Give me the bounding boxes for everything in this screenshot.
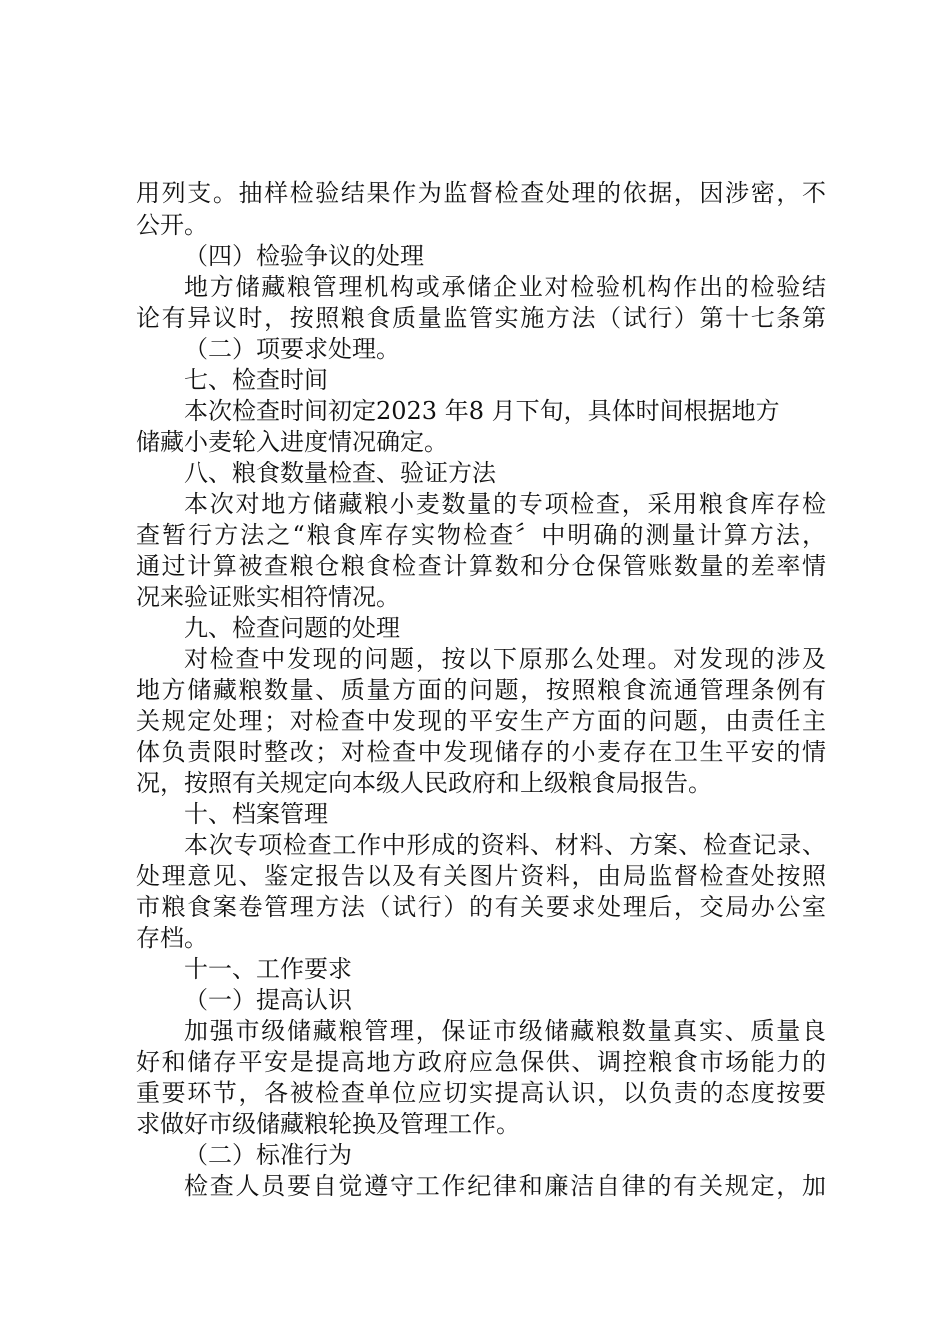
body-line: 重要环节，各被检查单位应切实提高认识，以负责的态度按要	[136, 1079, 826, 1107]
section-heading: 十、档案管理	[184, 800, 328, 828]
section-heading: 九、检查问题的处理	[184, 614, 400, 642]
body-line: 用列支。抽样检验结果作为监督检查处理的依据，因涉密，不	[136, 179, 826, 207]
section-heading: （一）提高认识	[184, 986, 352, 1014]
body-line: 地方储藏粮管理机构或承储企业对检验机构作出的检验结	[184, 273, 826, 301]
body-line: 公开。	[136, 211, 208, 239]
body-line: 况，按照有关规定向本级人民政府和上级粮食局报告。	[136, 769, 712, 797]
body-line: 加强市级储藏粮管理，保证市级储藏粮数量真实、质量良	[184, 1017, 826, 1045]
body-line: （二）项要求处理。	[184, 335, 400, 363]
body-line: 存档。	[136, 924, 208, 952]
body-line: 检查人员要自觉遵守工作纪律和廉洁自律的有关规定，加	[184, 1172, 826, 1200]
body-line: 处理意见、鉴定报告以及有关图片资料，由局监督检查处按照	[136, 862, 826, 890]
body-line: 关规定处理；对检查中发现的平安生产方面的问题，由责任主	[136, 707, 826, 735]
body-line: 查暂行方法之“粮食库存实物检查〞中明确的测量计算方法，	[136, 521, 826, 549]
body-line: 本次对地方储藏粮小麦数量的专项检查，采用粮食库存检	[184, 490, 826, 518]
body-line: 体负责限时整改；对检查中发现储存的小麦存在卫生平安的情	[136, 738, 826, 766]
section-heading: 七、检查时间	[184, 366, 328, 394]
body-line: 对检查中发现的问题，按以下原那么处理。对发现的涉及	[184, 645, 826, 673]
body-line: 本次专项检查工作中形成的资料、材料、方案、检查记录、	[184, 831, 826, 859]
body-line: 好和储存平安是提高地方政府应急保供、调控粮食市场能力的	[136, 1048, 826, 1076]
body-line: 地方储藏粮数量、质量方面的问题，按照粮食流通管理条例有	[136, 676, 826, 704]
body-line: 论有异议时，按照粮食质量监管实施方法（试行）第十七条第	[136, 304, 826, 332]
body-line: 储藏小麦轮入进度情况确定。	[136, 428, 448, 456]
section-heading: （二）标准行为	[184, 1141, 352, 1169]
section-heading: 八、粮食数量检查、验证方法	[184, 459, 496, 487]
body-line: 况来验证账实相符情况。	[136, 583, 400, 611]
body-line: 通过计算被查粮仓粮食检查计算数和分仓保管账数量的差率情	[136, 552, 826, 580]
body-line: 求做好市级储藏粮轮换及管理工作。	[136, 1110, 520, 1138]
section-heading: 十一、工作要求	[184, 955, 352, 983]
body-line: 本次检查时间初定2023 年8 月下旬，具体时间根据地方	[184, 397, 780, 425]
body-line: 市粮食案卷管理方法（试行）的有关要求处理后，交局办公室	[136, 893, 826, 921]
section-heading: （四）检验争议的处理	[184, 242, 424, 270]
